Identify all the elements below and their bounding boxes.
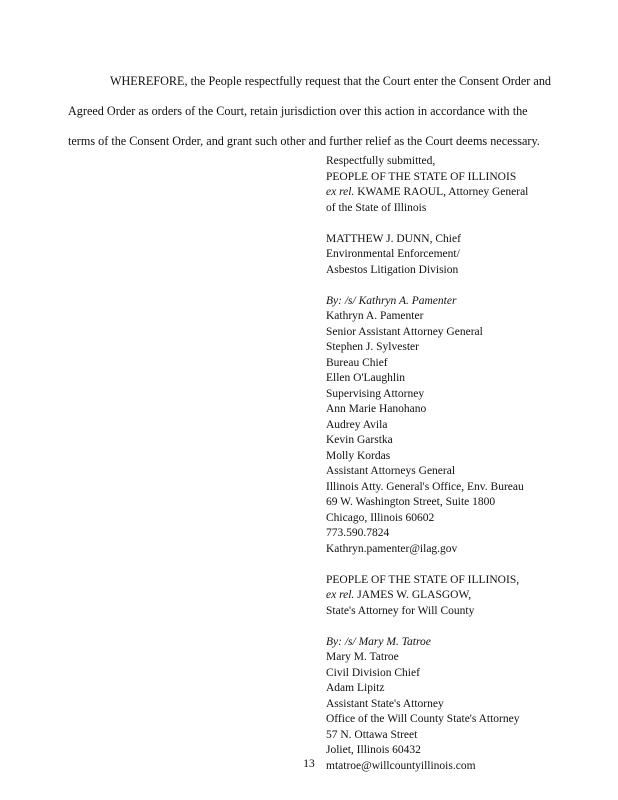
attorney-line: Supervising Attorney: [326, 387, 425, 400]
ex-rel-line: [326, 185, 596, 201]
attorney-line: Ellen O'Laughlin: [326, 372, 406, 384]
address-line: 57 N. Ottawa Street: [326, 728, 418, 741]
paragraph-line: WHEREFORE, the People respectfully request that the Court enter the Consent Order and: [110, 74, 552, 88]
signature-block: [326, 154, 596, 774]
attorney-line: Ann Marie Hanohano: [326, 403, 427, 415]
attorney-line: Molly Kordas: [326, 449, 391, 462]
phone-number: 773.590.7824: [326, 527, 390, 539]
address-line: Joliet, Illinois 60432: [326, 744, 421, 756]
by-label: By:: [326, 635, 342, 648]
by-label: By:: [326, 294, 342, 307]
division-line: Asbestos Litigation Division: [326, 263, 459, 276]
attorney-line: Kathryn A. Pamenter: [326, 310, 424, 322]
email-address: Kathryn.pamenter@ilag.gov: [326, 542, 458, 555]
party-name: PEOPLE OF THE STATE OF ILLINOIS: [326, 170, 517, 183]
ex-rel-label: ex rel.: [326, 186, 355, 198]
attorney-line: Bureau Chief: [326, 356, 388, 369]
page-number: 13: [303, 758, 315, 770]
office-line: Office of the Will County State's Attorney: [326, 713, 520, 725]
attorney-line: Mary M. Tatroe: [326, 651, 399, 663]
paragraph-line: Agreed Order as orders of the Court, retain jurisdiction over this action in accordance with the: [68, 104, 528, 118]
electronic-signature: [326, 635, 596, 651]
submission-intro: Respectfully submitted,: [326, 155, 436, 167]
state-line: of the State of Illinois: [326, 201, 427, 214]
signature-name: /s/ Mary M. Tatroe: [341, 635, 431, 648]
paragraph-line: terms of the Consent Order, and grant such other and further relief as the Court deems necessary.: [68, 134, 540, 148]
office-line: Illinois Atty. General's Office, Env. Bureau: [326, 480, 524, 493]
attorney-general-name: KWAME RAOUL, Attorney General: [354, 186, 529, 198]
email-address: mtatroe@willcountyillinois.com: [326, 759, 476, 772]
attorney-line: Civil Division Chief: [326, 666, 420, 679]
ex-rel-line: [326, 588, 596, 604]
division-line: Environmental Enforcement/: [326, 248, 460, 260]
party-name: PEOPLE OF THE STATE OF ILLINOIS,: [326, 573, 520, 586]
attorney-line: Audrey Avila: [326, 418, 388, 431]
ex-rel-label: ex rel.: [326, 589, 355, 601]
chief-name: MATTHEW J. DUNN, Chief: [326, 232, 461, 245]
attorney-line: Assistant Attorneys General: [326, 465, 456, 477]
attorney-line: Senior Assistant Attorney General: [326, 325, 483, 338]
address-line: 69 W. Washington Street, Suite 1800: [326, 496, 496, 508]
address-line: Chicago, Illinois 60602: [326, 511, 435, 524]
closing-paragraph: [68, 66, 552, 156]
signature-name: /s/ Kathryn A. Pamenter: [341, 294, 457, 307]
electronic-signature: [326, 294, 596, 310]
states-attorney-title: State's Attorney for Will County: [326, 604, 475, 617]
attorney-line: Stephen J. Sylvester: [326, 341, 419, 353]
attorney-line: Adam Lipitz: [326, 682, 385, 694]
attorney-line: Kevin Garstka: [326, 434, 393, 446]
attorney-line: Assistant State's Attorney: [326, 697, 444, 710]
states-attorney-name: JAMES W. GLASGOW,: [354, 589, 472, 601]
